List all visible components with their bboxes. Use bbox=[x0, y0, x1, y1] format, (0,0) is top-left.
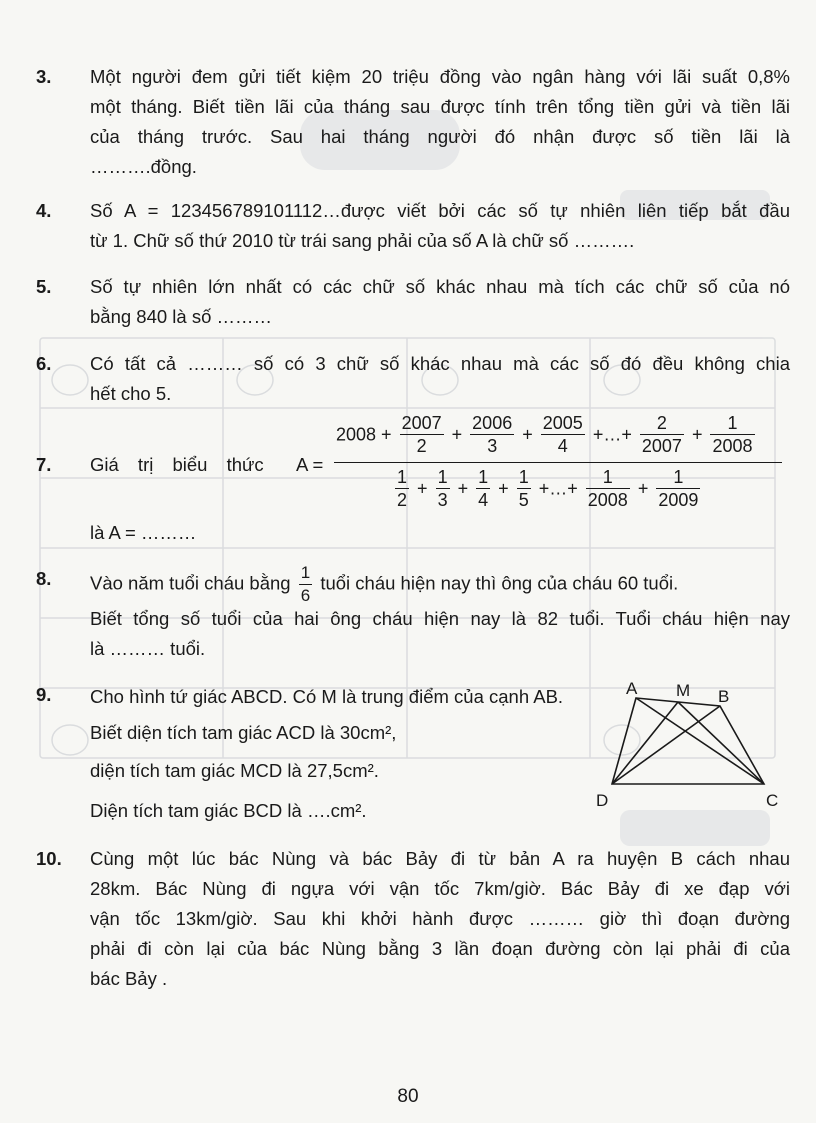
fraction bbox=[640, 412, 684, 457]
fraction bbox=[299, 562, 312, 607]
segment-ac bbox=[636, 698, 764, 784]
fraction-numerator: 1 bbox=[397, 467, 408, 487]
fraction-numerator: 1 bbox=[437, 467, 448, 487]
text-line: 28km. Bác Nùng đi ngựa với vận tốc 7km/giờ. Bác Bảy đi xe đạp với bbox=[90, 878, 790, 899]
label-a: A bbox=[626, 679, 638, 698]
fraction-denominator: 3 bbox=[487, 436, 498, 456]
numerator-lead: 2008 + bbox=[336, 424, 392, 445]
fraction bbox=[710, 412, 754, 457]
fraction bbox=[586, 466, 630, 511]
text-segment: tuổi cháu hiện nay thì ông của cháu 60 tuổi. bbox=[320, 572, 679, 594]
text-line: của tháng trước. Sau hai tháng người đó nhận được số tiền lãi là bbox=[90, 126, 790, 147]
expression-var: A = bbox=[296, 454, 324, 475]
fraction-numerator: 2006 bbox=[472, 413, 513, 433]
problem-number: 3. bbox=[36, 66, 52, 87]
fraction bbox=[541, 412, 585, 457]
fraction-denominator: 4 bbox=[557, 436, 568, 456]
problem-number: 9. bbox=[36, 684, 52, 705]
fraction-denominator: 2008 bbox=[587, 490, 628, 510]
fraction-numerator: 1 bbox=[656, 466, 700, 489]
text-line: Biết diện tích tam giác ACD là 30cm², bbox=[90, 722, 397, 743]
label-c: C bbox=[766, 791, 779, 810]
fraction-numerator: 1 bbox=[478, 467, 489, 487]
text-line: Có tất cả ……… số có 3 chữ số khác nhau mà các số đó đều không chia bbox=[90, 353, 790, 374]
text-line: là ……… tuổi. bbox=[90, 638, 206, 659]
text-line: Một người đem gửi tiết kiệm 20 triệu đồng vào ngân hàng với lãi suất 0,8% bbox=[90, 66, 790, 87]
text-line: bác Bảy . bbox=[90, 968, 168, 989]
problem-number: 6. bbox=[36, 353, 52, 374]
text-line: diện tích tam giác MCD là 27,5cm². bbox=[90, 760, 379, 781]
page-number: 80 bbox=[397, 1086, 419, 1107]
problem-text bbox=[90, 62, 790, 182]
fraction-numerator: 1 bbox=[586, 466, 630, 489]
fraction-denominator: 2 bbox=[397, 490, 408, 510]
label-b: B bbox=[718, 687, 730, 706]
ellipsis-plus: +…+ bbox=[592, 424, 632, 445]
problem-number: 5. bbox=[36, 276, 52, 297]
fraction-numerator: 1 bbox=[299, 562, 312, 585]
text-line: ……….đồng. bbox=[90, 156, 197, 177]
fraction-numerator: 2007 bbox=[401, 413, 442, 433]
fraction-denominator: 2007 bbox=[641, 436, 682, 456]
text-segment: Vào năm tuổi cháu bằng bbox=[90, 572, 291, 594]
answer-line: là A = ……… bbox=[90, 522, 197, 543]
problem-number: 8. bbox=[36, 568, 52, 589]
fraction-numerator: 1 bbox=[518, 467, 529, 487]
fraction-numerator: 2 bbox=[640, 412, 684, 435]
quadrilateral-figure bbox=[596, 679, 780, 810]
text-line: từ 1. Chữ số thứ 2010 từ trái sang phải của số A là chữ số ………. bbox=[90, 230, 635, 251]
problem-text bbox=[90, 272, 790, 332]
fraction bbox=[476, 466, 490, 511]
problem-text bbox=[90, 196, 790, 256]
text-line: bằng 840 là số ……… bbox=[90, 306, 273, 327]
main-fraction-bar bbox=[334, 462, 782, 463]
text-line: Cùng một lúc bác Nùng và bác Bảy đi từ bản A ra huyện B cách nhau bbox=[90, 848, 790, 869]
fraction-denominator: 3 bbox=[437, 490, 448, 510]
fraction-denominator: 2009 bbox=[658, 490, 699, 510]
fraction-denominator: 4 bbox=[478, 490, 489, 510]
ellipsis-plus: +…+ bbox=[538, 478, 578, 499]
expression-numerator: 2008 + $\frac{2007}{2}$ + $\frac{2006}{3}$ + $\frac{2005}{4}$ +…+ $\frac{2}{2007}$ + $\frac{1}{2008}$ bbox=[336, 413, 753, 456]
text-line: vận tốc 13km/giờ. Sau khi khởi hành được ……… giờ thì đoạn đường bbox=[90, 908, 790, 929]
fraction-denominator: 5 bbox=[518, 490, 529, 510]
problem-text bbox=[90, 680, 630, 832]
text-line: một tháng. Biết tiền lãi của tháng sau được tính trên tổng tiền gửi và tiền lãi bbox=[90, 96, 790, 117]
problem-text bbox=[90, 604, 790, 664]
label-d: D bbox=[596, 791, 609, 810]
expression-denominator: $\frac{1}{2}$ + $\frac{1}{3}$ + $\frac{1}{4}$ + $\frac{1}{5}$ +…+ $\frac{1}{2008}$ + $\frac{1}{2009}$ bbox=[397, 467, 699, 510]
problem-number: 7. bbox=[36, 454, 52, 475]
fraction-denominator: 2 bbox=[416, 436, 427, 456]
segment-mc bbox=[678, 702, 764, 784]
text-line: Cho hình tứ giác ABCD. Có M là trung điểm của cạnh AB. bbox=[90, 686, 564, 707]
problem-text bbox=[90, 349, 790, 409]
text-line: Số tự nhiên lớn nhất có các chữ số khác nhau mà tích các chữ số của nó bbox=[90, 276, 790, 297]
label-m: M bbox=[676, 681, 691, 700]
fraction-denominator: 6 bbox=[300, 586, 311, 605]
text-line: Biết tổng số tuổi của hai ông cháu hiện nay là 82 tuổi. Tuổi cháu hiện nay bbox=[90, 608, 790, 629]
problem-line-1 bbox=[90, 562, 790, 607]
problem-intro: Giá trị biểu thức bbox=[90, 454, 264, 475]
fraction bbox=[395, 466, 409, 511]
fraction-numerator: 1 bbox=[710, 412, 754, 435]
fraction bbox=[656, 466, 700, 511]
fraction bbox=[400, 412, 444, 457]
text-line: phải đi còn lại của bác Nùng bằng 3 lần đoạn đường còn lại phải đi của bbox=[90, 938, 790, 959]
fraction bbox=[470, 412, 514, 457]
fraction bbox=[517, 466, 531, 511]
problem-number: 4. bbox=[36, 200, 52, 221]
problem-number: 10. bbox=[36, 848, 62, 869]
text-line: Số A = 123456789101112…được viết bởi các số tự nhiên liên tiếp bắt đầu bbox=[90, 200, 790, 221]
fraction-numerator: 2005 bbox=[542, 413, 583, 433]
problem-7 bbox=[0, 412, 816, 552]
fraction bbox=[436, 466, 450, 511]
text-line: Diện tích tam giác BCD là ….cm². bbox=[90, 800, 367, 821]
fraction-denominator: 2008 bbox=[712, 436, 753, 456]
text-line: hết cho 5. bbox=[90, 383, 172, 404]
problem-text bbox=[90, 844, 790, 994]
